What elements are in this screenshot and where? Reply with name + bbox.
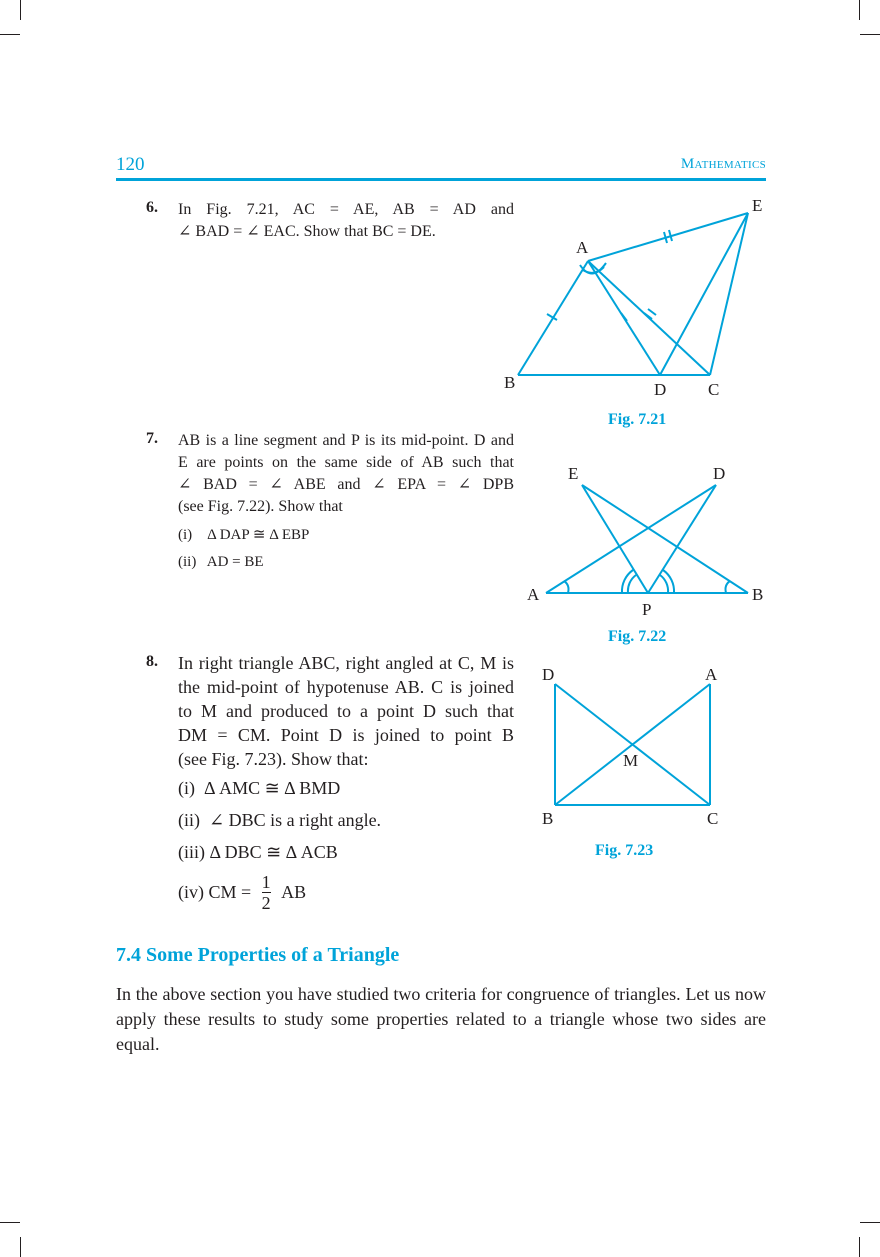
question-line: the mid-point of hypotenuse AB. C is joined [178, 677, 514, 697]
question-line: DM = CM. Point D is joined to point B [178, 725, 514, 745]
figure-label: B [752, 585, 764, 604]
question-text [178, 651, 514, 771]
figure-label: A [705, 665, 718, 684]
question-part: (ii) ∠ DBC is a right angle. [178, 810, 382, 830]
question-part: (iii) Δ DBC ≅ Δ ACB [178, 842, 338, 862]
figure-label: A [576, 238, 589, 257]
part-suffix: AB [281, 882, 307, 902]
crop-mark [20, 0, 21, 20]
question-line: AB is a line segment and P is its mid-point. D and [178, 432, 514, 449]
figure-label: E [568, 464, 579, 483]
figure-label: D [713, 464, 726, 483]
question-part: (i) Δ DAP ≅ Δ EBP [178, 527, 310, 543]
question-number: 8. [146, 653, 158, 670]
figure-caption: Fig. 7.21 [608, 411, 667, 428]
question-line: (see Fig. 7.22). Show that [178, 498, 343, 515]
figure-label: M [623, 751, 639, 770]
figure-label: C [707, 809, 719, 828]
figure-label: C [708, 380, 720, 399]
question-number: 6. [146, 199, 158, 216]
question-part: (ii) AD = BE [178, 554, 264, 570]
question-line: (see Fig. 7.23). Show that: [178, 749, 369, 769]
question-line: ∠ BAD = ∠ EAC. Show that BC = DE. [178, 223, 436, 240]
figure-label: D [542, 665, 555, 684]
crop-mark [0, 1222, 20, 1223]
figure-label: B [542, 809, 554, 828]
figure-label: B [504, 373, 516, 392]
fraction-numerator: 1 [261, 872, 271, 892]
section-heading: 7.4 Some Properties of a Triangle [116, 944, 400, 966]
figure-label: E [752, 196, 763, 215]
crop-mark [20, 1237, 21, 1257]
question-text [178, 430, 514, 518]
question-number: 7. [146, 430, 158, 447]
figure-caption: Fig. 7.23 [595, 842, 654, 859]
question-line: In Fig. 7.21, AC = AE, AB = AD and [178, 201, 514, 218]
figure-7-23 [530, 660, 740, 835]
running-header-title: Mathematics [680, 156, 766, 172]
part-prefix: (iv) CM = [178, 882, 252, 902]
figure-label: A [527, 585, 540, 604]
question-line: ∠ BAD = ∠ ABE and ∠ EPA = ∠ DPB [178, 476, 514, 493]
fraction-denominator: 2 [261, 893, 271, 913]
question-line: In right triangle ABC, right angled at C, M is [178, 653, 514, 673]
figure-caption: Fig. 7.22 [608, 628, 667, 645]
figure-label: D [654, 380, 667, 399]
figure-7-22 [520, 455, 780, 625]
question-part: (i) Δ AMC ≅ Δ BMD [178, 778, 341, 798]
question-text [178, 199, 514, 243]
crop-mark [859, 0, 860, 20]
figure-7-21 [500, 195, 780, 405]
page-number: 120 [116, 154, 145, 175]
section-paragraph: In the above section you have studied two criteria for congruence of triangles. Let us now apply these results to study some properties related to a triangle whose two sides are equal. [116, 984, 766, 1054]
crop-mark [860, 1222, 880, 1223]
question-line: to M and produced to a point D such that [178, 701, 514, 721]
figure-label: P [642, 600, 652, 619]
crop-mark [860, 34, 880, 35]
question-line: E are points on the same side of AB such that [178, 454, 514, 471]
header-rule [116, 178, 766, 181]
crop-mark [0, 34, 20, 35]
question-part [178, 872, 306, 913]
fraction [262, 872, 271, 913]
crop-mark [859, 1237, 860, 1257]
